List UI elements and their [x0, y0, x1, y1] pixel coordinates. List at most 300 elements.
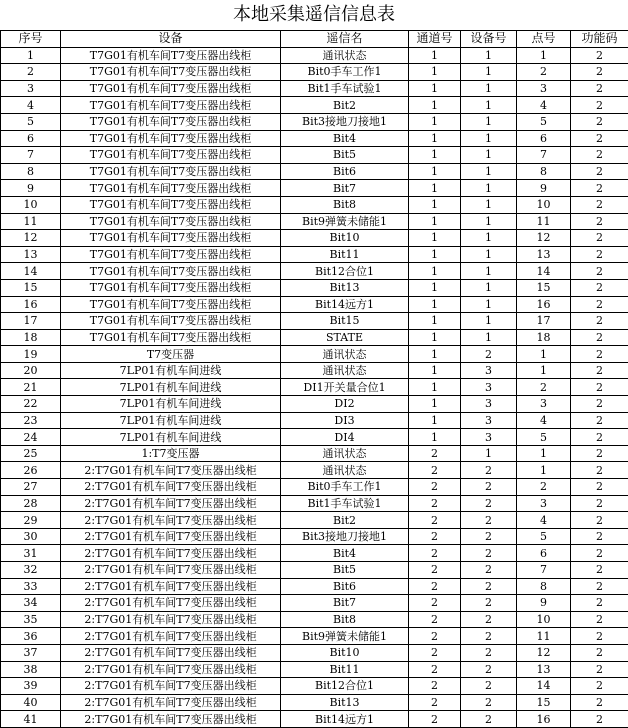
cell-point-no: 5	[517, 113, 571, 130]
cell-seq: 31	[1, 545, 61, 562]
table-row	[1, 230, 628, 247]
cell-point-no: 3	[517, 80, 571, 97]
cell-point-no: 13	[517, 246, 571, 263]
cell-signal-name: DI4	[281, 429, 409, 446]
table-row	[1, 694, 628, 711]
cell-channel-no: 2	[409, 628, 461, 645]
cell-device-no: 2	[461, 595, 517, 612]
cell-point-no: 14	[517, 678, 571, 695]
table-row	[1, 196, 628, 213]
cell-device: 7LP01有机车间进线	[61, 412, 281, 429]
cell-seq: 9	[1, 180, 61, 197]
cell-device: 2:T7G01有机车间T7变压器出线柜	[61, 661, 281, 678]
cell-channel-no: 2	[409, 445, 461, 462]
cell-device: 7LP01有机车间进线	[61, 379, 281, 396]
cell-channel-no: 1	[409, 64, 461, 81]
cell-signal-name: Bit7	[281, 180, 409, 197]
cell-function-code: 2	[571, 180, 628, 197]
cell-device-no: 1	[461, 279, 517, 296]
cell-device: T7G01有机车间T7变压器出线柜	[61, 113, 281, 130]
cell-device: T7G01有机车间T7变压器出线柜	[61, 263, 281, 280]
cell-signal-name: Bit10	[281, 230, 409, 247]
table-row	[1, 479, 628, 496]
table-row	[1, 396, 628, 413]
cell-device: T7G01有机车间T7变压器出线柜	[61, 196, 281, 213]
cell-seq: 18	[1, 329, 61, 346]
cell-channel-no: 1	[409, 296, 461, 313]
cell-channel-no: 1	[409, 429, 461, 446]
cell-signal-name: Bit10	[281, 644, 409, 661]
cell-point-no: 5	[517, 429, 571, 446]
cell-point-no: 3	[517, 495, 571, 512]
cell-seq: 11	[1, 213, 61, 230]
cell-device: 2:T7G01有机车间T7变压器出线柜	[61, 611, 281, 628]
table-row	[1, 64, 628, 81]
cell-signal-name: Bit12合位1	[281, 678, 409, 695]
cell-device: 2:T7G01有机车间T7变压器出线柜	[61, 545, 281, 562]
cell-device: 1:T7变压器	[61, 445, 281, 462]
cell-device: 2:T7G01有机车间T7变压器出线柜	[61, 562, 281, 579]
cell-signal-name: Bit13	[281, 694, 409, 711]
cell-function-code: 2	[571, 346, 628, 363]
cell-signal-name: 通讯状态	[281, 346, 409, 363]
cell-function-code: 2	[571, 246, 628, 263]
cell-function-code: 2	[571, 263, 628, 280]
cell-channel-no: 2	[409, 711, 461, 728]
cell-channel-no: 1	[409, 313, 461, 330]
table-row	[1, 661, 628, 678]
cell-device-no: 3	[461, 362, 517, 379]
cell-channel-no: 1	[409, 396, 461, 413]
cell-point-no: 9	[517, 595, 571, 612]
cell-channel-no: 2	[409, 694, 461, 711]
cell-device-no: 2	[461, 545, 517, 562]
cell-signal-name: Bit13	[281, 279, 409, 296]
cell-device-no: 1	[461, 180, 517, 197]
cell-device-no: 1	[461, 64, 517, 81]
cell-point-no: 15	[517, 279, 571, 296]
cell-channel-no: 1	[409, 213, 461, 230]
cell-channel-no: 1	[409, 362, 461, 379]
cell-point-no: 18	[517, 329, 571, 346]
cell-device-no: 2	[461, 661, 517, 678]
cell-channel-no: 1	[409, 379, 461, 396]
cell-seq: 4	[1, 97, 61, 114]
cell-point-no: 17	[517, 313, 571, 330]
cell-signal-name: Bit7	[281, 595, 409, 612]
cell-seq: 28	[1, 495, 61, 512]
cell-seq: 21	[1, 379, 61, 396]
cell-point-no: 4	[517, 512, 571, 529]
cell-point-no: 2	[517, 64, 571, 81]
cell-seq: 37	[1, 644, 61, 661]
cell-device: T7G01有机车间T7变压器出线柜	[61, 64, 281, 81]
cell-device-no: 2	[461, 611, 517, 628]
header-device-no: 设备号	[461, 31, 517, 48]
cell-seq: 14	[1, 263, 61, 280]
cell-device-no: 3	[461, 429, 517, 446]
cell-device: T7G01有机车间T7变压器出线柜	[61, 230, 281, 247]
cell-function-code: 2	[571, 628, 628, 645]
table-row	[1, 130, 628, 147]
cell-signal-name: STATE	[281, 329, 409, 346]
cell-device: T7G01有机车间T7变压器出线柜	[61, 329, 281, 346]
cell-function-code: 2	[571, 644, 628, 661]
cell-device-no: 1	[461, 313, 517, 330]
cell-seq: 6	[1, 130, 61, 147]
cell-channel-no: 1	[409, 180, 461, 197]
cell-channel-no: 2	[409, 479, 461, 496]
header-device: 设备	[61, 31, 281, 48]
table-row	[1, 644, 628, 661]
cell-point-no: 8	[517, 578, 571, 595]
cell-point-no: 11	[517, 213, 571, 230]
cell-signal-name: Bit11	[281, 661, 409, 678]
cell-device-no: 2	[461, 562, 517, 579]
table-row	[1, 628, 628, 645]
cell-function-code: 2	[571, 97, 628, 114]
cell-signal-name: Bit2	[281, 512, 409, 529]
cell-seq: 26	[1, 462, 61, 479]
cell-device-no: 2	[461, 346, 517, 363]
cell-function-code: 2	[571, 296, 628, 313]
cell-seq: 30	[1, 528, 61, 545]
cell-function-code: 2	[571, 113, 628, 130]
cell-signal-name: Bit5	[281, 562, 409, 579]
cell-channel-no: 2	[409, 578, 461, 595]
cell-point-no: 12	[517, 230, 571, 247]
cell-function-code: 2	[571, 611, 628, 628]
cell-signal-name: Bit0手车工作1	[281, 64, 409, 81]
cell-device-no: 1	[461, 113, 517, 130]
table-row	[1, 113, 628, 130]
table-row	[1, 163, 628, 180]
cell-point-no: 14	[517, 263, 571, 280]
cell-function-code: 2	[571, 462, 628, 479]
cell-signal-name: Bit3接地刀接地1	[281, 113, 409, 130]
cell-point-no: 2	[517, 379, 571, 396]
cell-signal-name: Bit5	[281, 147, 409, 164]
cell-device: T7G01有机车间T7变压器出线柜	[61, 279, 281, 296]
cell-device: 2:T7G01有机车间T7变压器出线柜	[61, 644, 281, 661]
cell-device-no: 2	[461, 479, 517, 496]
cell-seq: 19	[1, 346, 61, 363]
cell-seq: 34	[1, 595, 61, 612]
cell-seq: 38	[1, 661, 61, 678]
cell-function-code: 2	[571, 562, 628, 579]
cell-signal-name: Bit0手车工作1	[281, 479, 409, 496]
cell-device-no: 3	[461, 379, 517, 396]
cell-device-no: 2	[461, 644, 517, 661]
cell-channel-no: 2	[409, 495, 461, 512]
cell-channel-no: 1	[409, 329, 461, 346]
cell-signal-name: Bit8	[281, 196, 409, 213]
cell-channel-no: 1	[409, 263, 461, 280]
table-row	[1, 578, 628, 595]
cell-point-no: 1	[517, 445, 571, 462]
cell-seq: 7	[1, 147, 61, 164]
page-title: 本地采集遥信信息表	[0, 0, 628, 30]
table-row	[1, 562, 628, 579]
cell-channel-no: 2	[409, 512, 461, 529]
cell-point-no: 7	[517, 147, 571, 164]
cell-device-no: 1	[461, 296, 517, 313]
cell-device-no: 1	[461, 246, 517, 263]
cell-device-no: 1	[461, 163, 517, 180]
cell-device-no: 1	[461, 230, 517, 247]
cell-seq: 13	[1, 246, 61, 263]
cell-function-code: 2	[571, 130, 628, 147]
cell-channel-no: 1	[409, 196, 461, 213]
cell-device: 2:T7G01有机车间T7变压器出线柜	[61, 462, 281, 479]
cell-device-no: 2	[461, 578, 517, 595]
cell-function-code: 2	[571, 80, 628, 97]
cell-signal-name: Bit3接地刀接地1	[281, 528, 409, 545]
table-row	[1, 545, 628, 562]
cell-device-no: 1	[461, 445, 517, 462]
cell-seq: 3	[1, 80, 61, 97]
cell-device: T7变压器	[61, 346, 281, 363]
cell-point-no: 1	[517, 462, 571, 479]
cell-channel-no: 2	[409, 595, 461, 612]
cell-point-no: 15	[517, 694, 571, 711]
cell-point-no: 13	[517, 661, 571, 678]
cell-device: T7G01有机车间T7变压器出线柜	[61, 80, 281, 97]
cell-point-no: 8	[517, 163, 571, 180]
table-row	[1, 263, 628, 280]
table-row	[1, 445, 628, 462]
cell-seq: 35	[1, 611, 61, 628]
cell-function-code: 2	[571, 279, 628, 296]
cell-signal-name: DI3	[281, 412, 409, 429]
cell-signal-name: Bit6	[281, 163, 409, 180]
cell-device-no: 1	[461, 213, 517, 230]
cell-device: 7LP01有机车间进线	[61, 362, 281, 379]
cell-device: 2:T7G01有机车间T7变压器出线柜	[61, 694, 281, 711]
cell-function-code: 2	[571, 362, 628, 379]
cell-signal-name: Bit1手车试验1	[281, 80, 409, 97]
table-row	[1, 147, 628, 164]
cell-function-code: 2	[571, 379, 628, 396]
cell-signal-name: Bit9弹簧未储能1	[281, 628, 409, 645]
table-row	[1, 512, 628, 529]
cell-function-code: 2	[571, 412, 628, 429]
cell-channel-no: 1	[409, 130, 461, 147]
cell-function-code: 2	[571, 429, 628, 446]
cell-device: T7G01有机车间T7变压器出线柜	[61, 147, 281, 164]
table-row	[1, 80, 628, 97]
table-row	[1, 97, 628, 114]
cell-point-no: 7	[517, 562, 571, 579]
cell-signal-name: DI1开关量合位1	[281, 379, 409, 396]
cell-device-no: 1	[461, 80, 517, 97]
table-row	[1, 611, 628, 628]
cell-function-code: 2	[571, 213, 628, 230]
cell-seq: 23	[1, 412, 61, 429]
table-row	[1, 329, 628, 346]
cell-point-no: 12	[517, 644, 571, 661]
cell-function-code: 2	[571, 196, 628, 213]
cell-seq: 33	[1, 578, 61, 595]
cell-seq: 15	[1, 279, 61, 296]
table-row	[1, 213, 628, 230]
cell-seq: 5	[1, 113, 61, 130]
cell-device: 2:T7G01有机车间T7变压器出线柜	[61, 528, 281, 545]
cell-signal-name: Bit9弹簧未储能1	[281, 213, 409, 230]
cell-point-no: 6	[517, 130, 571, 147]
table-row	[1, 412, 628, 429]
cell-point-no: 6	[517, 545, 571, 562]
cell-signal-name: Bit11	[281, 246, 409, 263]
cell-device-no: 1	[461, 47, 517, 64]
cell-device-no: 3	[461, 412, 517, 429]
cell-channel-no: 1	[409, 412, 461, 429]
cell-function-code: 2	[571, 445, 628, 462]
cell-device: T7G01有机车间T7变压器出线柜	[61, 130, 281, 147]
table-header-row	[1, 31, 628, 48]
cell-signal-name: 通讯状态	[281, 462, 409, 479]
cell-channel-no: 1	[409, 163, 461, 180]
cell-device-no: 1	[461, 97, 517, 114]
cell-point-no: 16	[517, 296, 571, 313]
cell-device: T7G01有机车间T7变压器出线柜	[61, 313, 281, 330]
table-row	[1, 362, 628, 379]
cell-device: T7G01有机车间T7变压器出线柜	[61, 246, 281, 263]
cell-function-code: 2	[571, 694, 628, 711]
table-row	[1, 711, 628, 728]
cell-function-code: 2	[571, 578, 628, 595]
cell-channel-no: 2	[409, 661, 461, 678]
cell-device-no: 3	[461, 396, 517, 413]
cell-channel-no: 2	[409, 528, 461, 545]
table-row	[1, 313, 628, 330]
cell-point-no: 11	[517, 628, 571, 645]
cell-signal-name: Bit4	[281, 130, 409, 147]
cell-device-no: 2	[461, 528, 517, 545]
table-row	[1, 180, 628, 197]
cell-device-no: 2	[461, 678, 517, 695]
table-row	[1, 595, 628, 612]
cell-device-no: 2	[461, 462, 517, 479]
cell-device-no: 2	[461, 711, 517, 728]
cell-device: 2:T7G01有机车间T7变压器出线柜	[61, 495, 281, 512]
cell-point-no: 1	[517, 362, 571, 379]
cell-device-no: 1	[461, 196, 517, 213]
cell-seq: 8	[1, 163, 61, 180]
cell-function-code: 2	[571, 313, 628, 330]
table-row	[1, 495, 628, 512]
cell-function-code: 2	[571, 512, 628, 529]
cell-device: T7G01有机车间T7变压器出线柜	[61, 296, 281, 313]
cell-seq: 24	[1, 429, 61, 446]
cell-signal-name: Bit2	[281, 97, 409, 114]
cell-device: 2:T7G01有机车间T7变压器出线柜	[61, 578, 281, 595]
cell-point-no: 4	[517, 97, 571, 114]
cell-channel-no: 2	[409, 644, 461, 661]
cell-point-no: 1	[517, 346, 571, 363]
cell-seq: 29	[1, 512, 61, 529]
cell-function-code: 2	[571, 163, 628, 180]
cell-channel-no: 1	[409, 80, 461, 97]
cell-function-code: 2	[571, 230, 628, 247]
cell-channel-no: 1	[409, 346, 461, 363]
cell-device-no: 1	[461, 130, 517, 147]
cell-function-code: 2	[571, 47, 628, 64]
cell-function-code: 2	[571, 147, 628, 164]
header-channel-no: 通道号	[409, 31, 461, 48]
table-row	[1, 47, 628, 64]
cell-function-code: 2	[571, 711, 628, 728]
cell-seq: 36	[1, 628, 61, 645]
cell-device: 2:T7G01有机车间T7变压器出线柜	[61, 678, 281, 695]
cell-channel-no: 1	[409, 97, 461, 114]
table-row	[1, 462, 628, 479]
cell-seq: 20	[1, 362, 61, 379]
cell-channel-no: 1	[409, 113, 461, 130]
header-point-no: 点号	[517, 31, 571, 48]
header-seq: 序号	[1, 31, 61, 48]
cell-seq: 10	[1, 196, 61, 213]
cell-channel-no: 2	[409, 462, 461, 479]
cell-seq: 25	[1, 445, 61, 462]
cell-seq: 39	[1, 678, 61, 695]
header-signal-name: 遥信名	[281, 31, 409, 48]
cell-function-code: 2	[571, 595, 628, 612]
cell-device: T7G01有机车间T7变压器出线柜	[61, 163, 281, 180]
cell-seq: 41	[1, 711, 61, 728]
cell-point-no: 9	[517, 180, 571, 197]
cell-seq: 17	[1, 313, 61, 330]
cell-function-code: 2	[571, 329, 628, 346]
table-row	[1, 678, 628, 695]
table-body	[1, 47, 628, 727]
cell-signal-name: Bit15	[281, 313, 409, 330]
cell-signal-name: 通讯状态	[281, 362, 409, 379]
cell-signal-name: Bit14远方1	[281, 296, 409, 313]
cell-device: T7G01有机车间T7变压器出线柜	[61, 47, 281, 64]
cell-point-no: 2	[517, 479, 571, 496]
table-row	[1, 246, 628, 263]
cell-device: 2:T7G01有机车间T7变压器出线柜	[61, 479, 281, 496]
cell-function-code: 2	[571, 396, 628, 413]
cell-seq: 32	[1, 562, 61, 579]
cell-signal-name: DI2	[281, 396, 409, 413]
cell-channel-no: 2	[409, 611, 461, 628]
cell-channel-no: 1	[409, 47, 461, 64]
cell-seq: 22	[1, 396, 61, 413]
cell-signal-name: Bit6	[281, 578, 409, 595]
table-row	[1, 346, 628, 363]
cell-channel-no: 2	[409, 562, 461, 579]
cell-device-no: 2	[461, 495, 517, 512]
cell-signal-name: 通讯状态	[281, 47, 409, 64]
cell-seq: 16	[1, 296, 61, 313]
cell-device-no: 2	[461, 628, 517, 645]
cell-device-no: 2	[461, 512, 517, 529]
cell-point-no: 4	[517, 412, 571, 429]
table-row	[1, 528, 628, 545]
cell-device-no: 1	[461, 147, 517, 164]
cell-device: 2:T7G01有机车间T7变压器出线柜	[61, 595, 281, 612]
cell-signal-name: 通讯状态	[281, 445, 409, 462]
cell-function-code: 2	[571, 495, 628, 512]
cell-channel-no: 2	[409, 545, 461, 562]
cell-point-no: 16	[517, 711, 571, 728]
table-row	[1, 296, 628, 313]
cell-device: T7G01有机车间T7变压器出线柜	[61, 213, 281, 230]
cell-device: 7LP01有机车间进线	[61, 396, 281, 413]
cell-channel-no: 1	[409, 230, 461, 247]
